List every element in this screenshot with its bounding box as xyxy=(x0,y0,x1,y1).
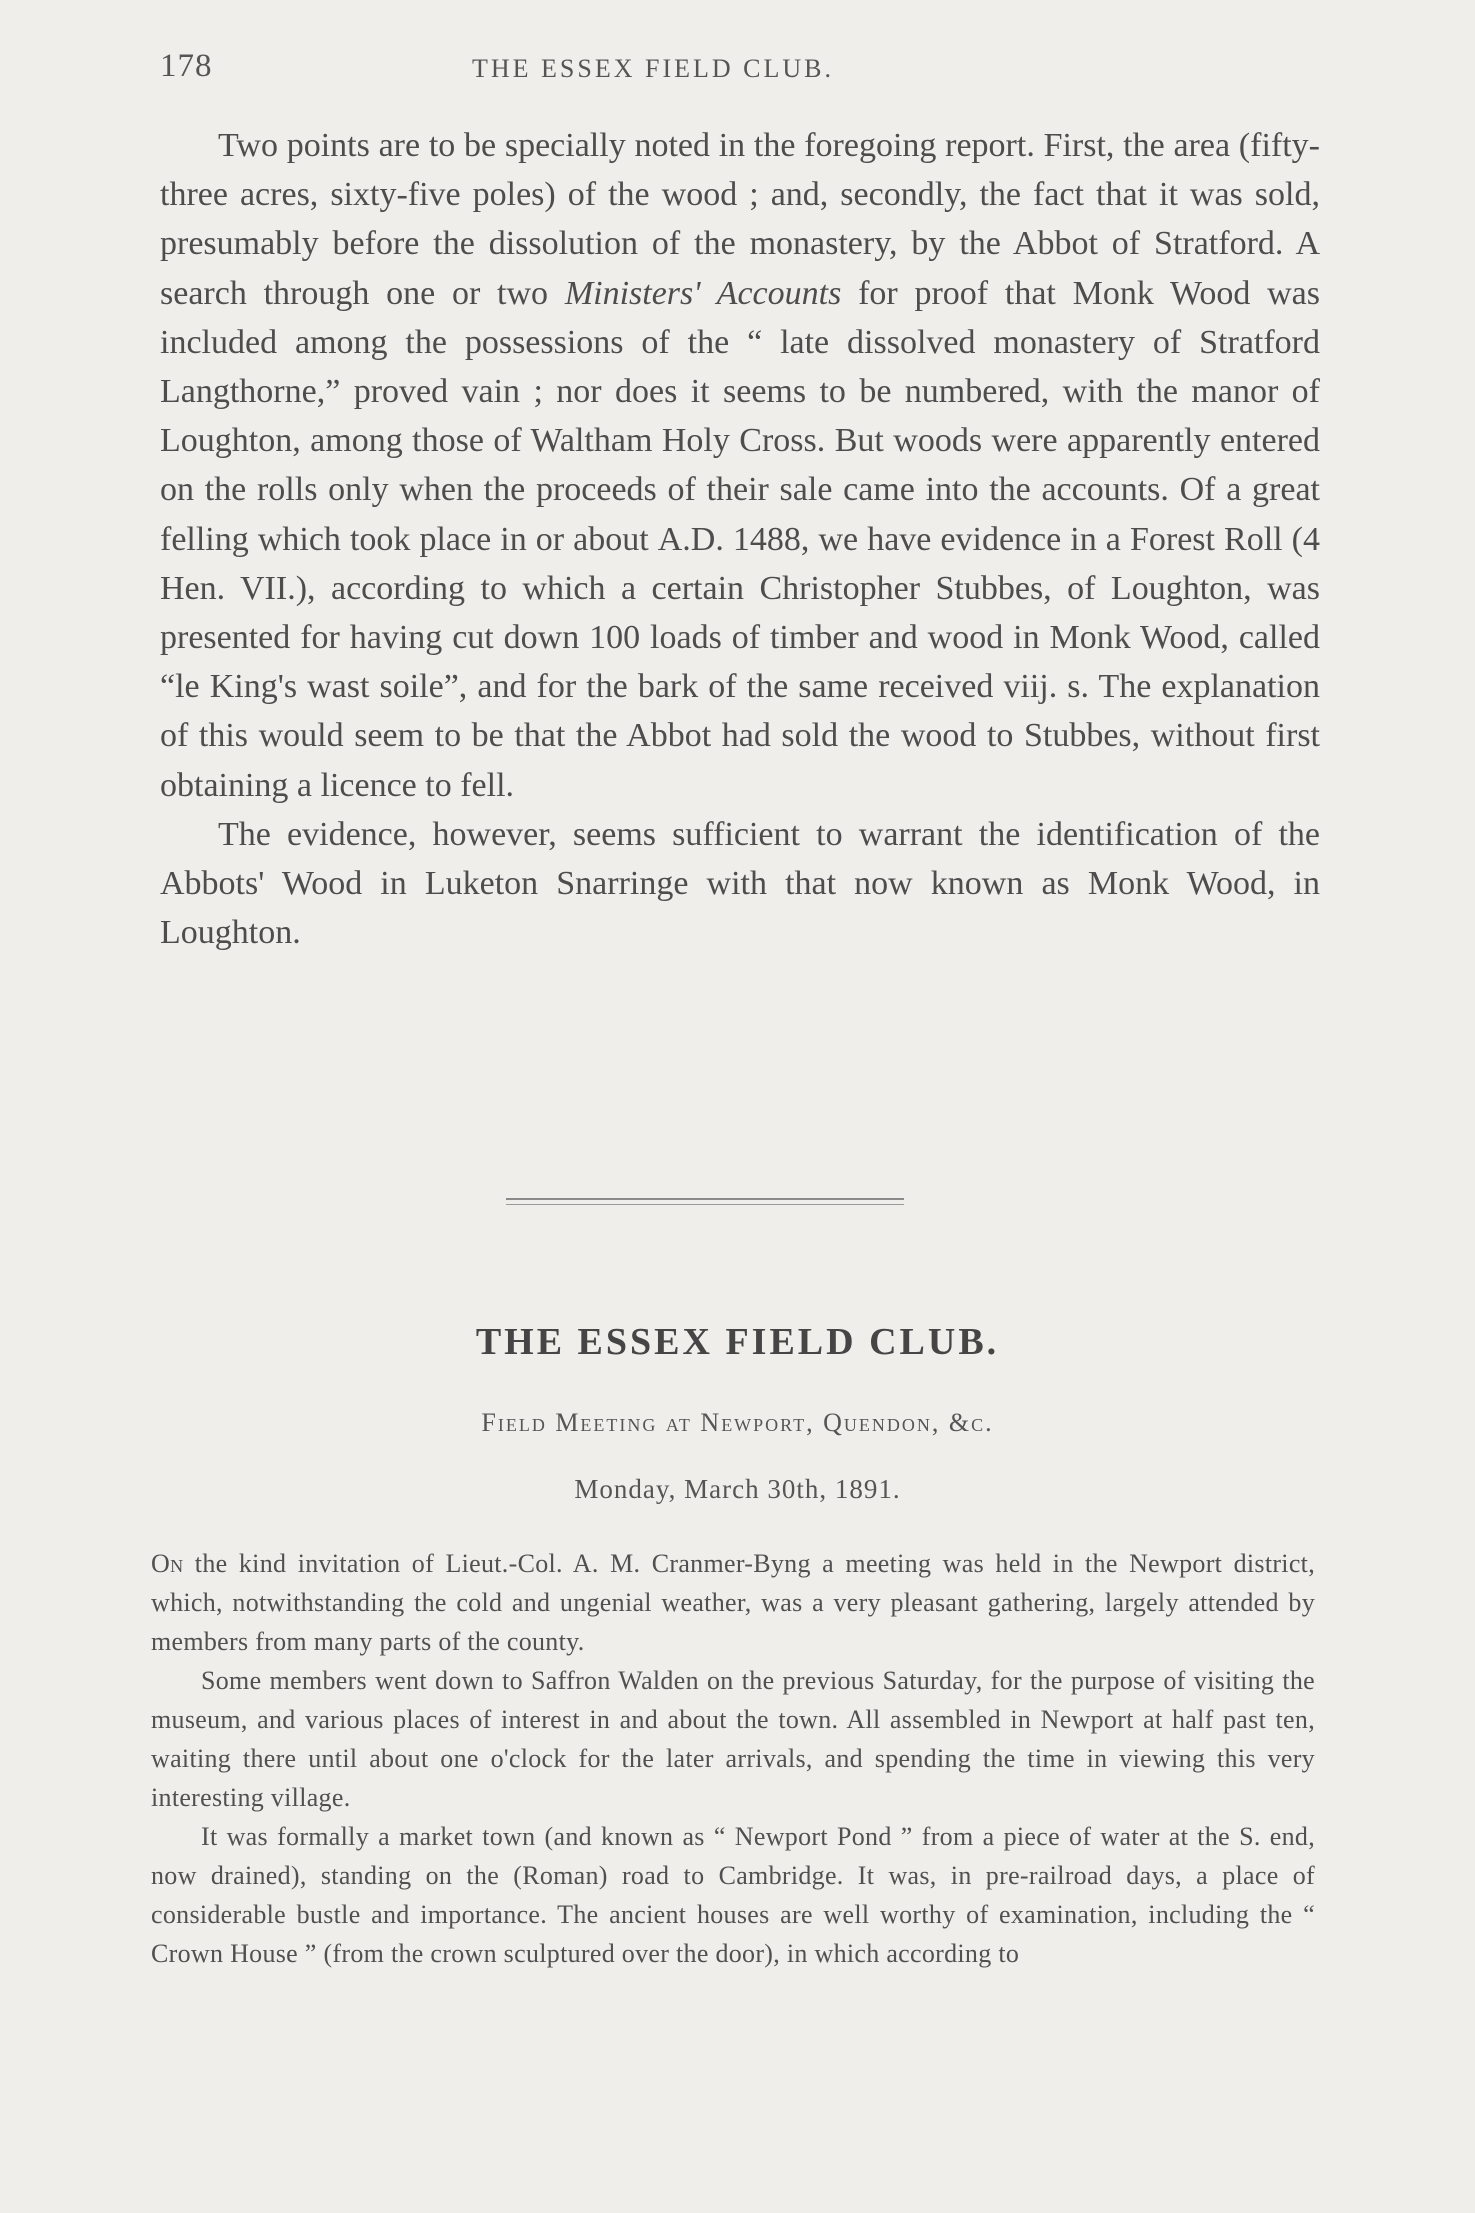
report-paragraph xyxy=(151,1544,1315,1661)
article-paragraph-text: for proof that Monk Wood was included among the possessions of the “ late dissolved monastery of Stratford Langthorne,” proved vain ; nor does it seems to be numbered, with the manor of Loughton, among those of Waltham Holy Cross. But woods were apparently entered on the rolls only when the proceeds of their sale came into the accounts. Of a great felling which took place in or about xyxy=(160,274,1321,558)
report-paragraph-text: the kind invitation of Lieut.-Col. A. M. Cranmer-Byng a meeting was held in the Newport district, which, notwithstanding the cold and ungenial weather, was a very pleasant gathering, largely attended by members from many parts of the county. xyxy=(151,1549,1315,1656)
running-title: THE ESSEX FIELD CLUB. xyxy=(472,54,834,83)
article-paragraph xyxy=(160,121,1320,810)
page-number: 178 xyxy=(160,48,213,84)
section-title: THE ESSEX FIELD CLUB. xyxy=(475,1321,1000,1363)
meeting-heading: Field Meeting at Newport, Quendon, &c. xyxy=(481,1408,994,1437)
running-head xyxy=(160,48,1320,98)
drop-lead: On xyxy=(151,1549,184,1578)
article-paragraph-text: 1488, we have evidence in a Forest Roll (4 Hen. VII.), according to which a certain Christopher Stubbes, of Loughton, was presented for having cut down 100 loads of timber and wood in Monk Wood, called “le King's wast soile”, and for the bark of the same received viij. s. The explanation of this would seem to be that the Abbot had sold the wood to Stubbes, without first obtaining a licence to fell. xyxy=(160,520,1320,804)
section-divider xyxy=(506,1204,904,1205)
meeting-date: Monday, March 30th, 1891. xyxy=(574,1474,901,1504)
report-paragraph: Some members went down to Saffron Walden on the previous Saturday, for the purpose of visiting the museum, and various places of interest in and about the town. All assembled in Newport at half past ten, waiting there until about one o'clock for the later arrivals, and spending the time in viewing this very interesting village. xyxy=(151,1666,1315,1812)
article-paragraph: The evidence, however, seems sufficient to warrant the identification of the Abbots' Wood in Luketon Snarringe with that now known as Monk Wood, in Loughton. xyxy=(160,815,1320,952)
era-abbreviation: A.D. xyxy=(657,520,724,558)
meeting-report xyxy=(151,1544,1315,1973)
report-paragraph: It was formally a market town (and known as “ Newport Pond ” from a piece of water at the S. end, now drained), standing on the (Roman) road to Cambridge. It was, in pre-railroad days, a place of considerable bustle and importance. The ancient houses are well worthy of examination, including the “ Crown House ” (from the crown sculptured over the door), in which according to xyxy=(151,1822,1315,1968)
article-paragraph-text: Two points are to be specially noted in the foregoing report. First, the area (fifty-three acres, sixty-five poles) of the wood ; and, secondly, the fact that it was sold, presumably before the dissolution of the monastery, by the Abbot of Stratford. A search through one or two xyxy=(160,127,1320,312)
section-divider xyxy=(506,1198,904,1200)
article-body xyxy=(160,121,1320,957)
italic-title: Ministers' Accounts xyxy=(564,274,842,312)
